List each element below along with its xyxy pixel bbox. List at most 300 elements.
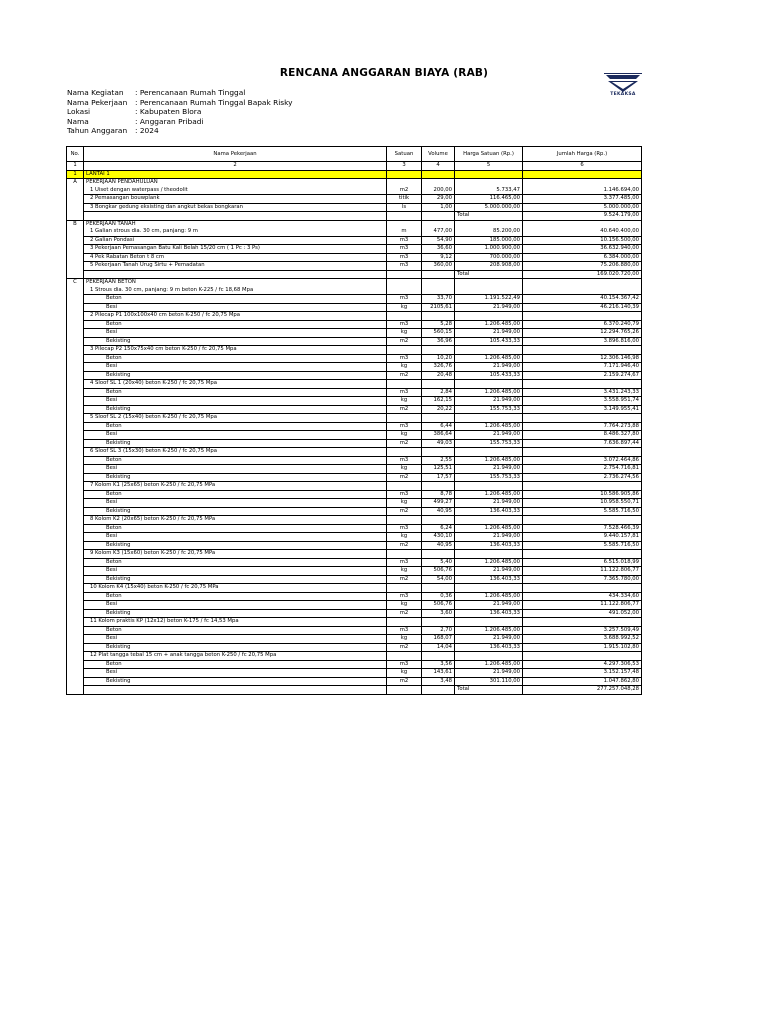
work-subitem-row [67, 677, 642, 686]
volume: 0,36 [422, 592, 455, 601]
work-item-row [67, 448, 642, 457]
satuan [387, 584, 422, 593]
harga-satuan: 1.191.522,49 [455, 295, 523, 304]
harga-satuan [455, 414, 523, 423]
jumlah-harga: 3.072.464,86 [523, 456, 642, 465]
colnum: 1 [67, 162, 84, 171]
satuan [387, 516, 422, 525]
work-subitem-row [67, 601, 642, 610]
colnum: 5 [455, 162, 523, 171]
work-subitem-row [67, 524, 642, 533]
cell-empty [67, 507, 84, 516]
harga-satuan [455, 550, 523, 559]
harga-satuan: 21.949,00 [455, 601, 523, 610]
volume: 33,70 [422, 295, 455, 304]
cell-empty [67, 473, 84, 482]
satuan: m2 [387, 575, 422, 584]
work-name: 1 Strous dia. 30 cm, panjang: 9 m beton K-225 / fc 18,68 Mpa [84, 287, 387, 295]
satuan: kg [387, 601, 422, 610]
jumlah-harga: 3.896.816,00 [523, 337, 642, 346]
info-row [67, 117, 293, 127]
jumlah-harga: 3.149.955,41 [523, 405, 642, 414]
work-item-row [67, 482, 642, 491]
harga-satuan: 136.403,33 [455, 507, 523, 516]
satuan: m2 [387, 473, 422, 482]
info-key: Nama Pekerjaan [67, 97, 128, 107]
cell-empty [67, 270, 84, 279]
harga-satuan [455, 312, 523, 321]
harga-satuan: 1.206.485,00 [455, 422, 523, 431]
cell-empty [387, 179, 422, 187]
work-name: 2 Pemasangan bouwplank [84, 195, 387, 204]
work-name: Beton [84, 295, 387, 304]
work-name: Besi [84, 329, 387, 338]
volume: 5,28 [422, 320, 455, 329]
work-subitem-row [67, 456, 642, 465]
volume [422, 448, 455, 457]
row-no: C [67, 279, 84, 287]
cell-empty [67, 567, 84, 576]
work-name: Bekisting [84, 643, 387, 652]
cell-empty [422, 179, 455, 187]
satuan [387, 346, 422, 355]
harga-satuan: 1.206.485,00 [455, 626, 523, 635]
harga-satuan: 21.949,00 [455, 669, 523, 678]
cell-empty [67, 550, 84, 559]
cell-empty [67, 312, 84, 321]
cell-empty [67, 380, 84, 389]
work-item-row [67, 346, 642, 355]
satuan: kg [387, 363, 422, 372]
jumlah-harga: 3.688.992,52 [523, 635, 642, 644]
volume: 1,00 [422, 203, 455, 212]
cell-empty [422, 220, 455, 228]
jumlah-harga: 6.370.240,79 [523, 320, 642, 329]
work-subitem-row [67, 609, 642, 618]
cell-empty [67, 439, 84, 448]
work-name: Beton [84, 490, 387, 499]
column-number-row [67, 162, 642, 171]
harga-satuan: 21.949,00 [455, 363, 523, 372]
satuan: m3 [387, 524, 422, 533]
info-row [67, 126, 293, 136]
jumlah-harga: 10.958.550,71 [523, 499, 642, 508]
cell-empty [67, 397, 84, 406]
satuan [387, 550, 422, 559]
satuan: m3 [387, 626, 422, 635]
harga-satuan: 21.949,00 [455, 533, 523, 542]
harga-satuan [455, 516, 523, 525]
work-name: Besi [84, 635, 387, 644]
volume [422, 346, 455, 355]
cell-empty [67, 516, 84, 525]
jumlah-harga: 491.052,00 [523, 609, 642, 618]
cell-empty [67, 320, 84, 329]
volume: 40,95 [422, 541, 455, 550]
volume: 54,90 [422, 236, 455, 245]
cell-empty [67, 245, 84, 254]
jumlah-harga [523, 312, 642, 321]
work-name: 2 Galian Pondasi [84, 236, 387, 245]
harga-satuan: 155.753,33 [455, 405, 523, 414]
cell-empty [67, 253, 84, 262]
work-subitem-row [67, 431, 642, 440]
satuan: kg [387, 499, 422, 508]
row-no: 1 [67, 170, 84, 179]
volume: 125,51 [422, 465, 455, 474]
volume [422, 312, 455, 321]
work-item-row [67, 414, 642, 423]
jumlah-harga [523, 482, 642, 491]
satuan: m2 [387, 439, 422, 448]
header-satuan: Satuan [387, 147, 422, 162]
section-name: PEKERJAAN BETON [84, 279, 387, 287]
work-subitem-row [67, 507, 642, 516]
volume: 54,00 [422, 575, 455, 584]
work-name: Beton [84, 524, 387, 533]
work-subitem-row [67, 422, 642, 431]
work-subitem-row [67, 669, 642, 678]
harga-satuan: 21.949,00 [455, 499, 523, 508]
cell-empty [67, 499, 84, 508]
total-label: Total [455, 270, 523, 279]
cell-empty [67, 524, 84, 533]
harga-satuan: 21.949,00 [455, 635, 523, 644]
section-row [67, 179, 642, 187]
info-row [67, 107, 293, 117]
satuan: m3 [387, 295, 422, 304]
harga-satuan [455, 652, 523, 661]
satuan: kg [387, 533, 422, 542]
harga-satuan: 155.753,33 [455, 473, 523, 482]
cell-empty [67, 618, 84, 627]
jumlah-harga: 6.515.018,99 [523, 558, 642, 567]
cell-empty [67, 329, 84, 338]
info-key: Nama [67, 116, 89, 126]
satuan: m3 [387, 354, 422, 363]
satuan: m3 [387, 558, 422, 567]
work-name: 3 Pilecap P2 150x75x40 cm beton K-250 / fc 20,75 Mpa [84, 346, 387, 355]
cell-empty [67, 236, 84, 245]
work-item-row [67, 195, 642, 204]
satuan: kg [387, 635, 422, 644]
volume [422, 584, 455, 593]
work-subitem-row [67, 405, 642, 414]
jumlah-harga: 7.764.273,88 [523, 422, 642, 431]
work-name: 3 Pekerjaan Pemasangan Batu Kali Belah 15/20 cm ( 1 Pc : 3 Ps) [84, 245, 387, 254]
satuan: m2 [387, 643, 422, 652]
total-value: 277.257.048,28 [523, 686, 642, 695]
cell-empty [523, 179, 642, 187]
total-label: Total [455, 686, 523, 695]
cell-empty [67, 448, 84, 457]
colnum: 2 [84, 162, 387, 171]
volume [422, 618, 455, 627]
work-name: Beton [84, 422, 387, 431]
section-name: LANTAI 1 [84, 170, 387, 179]
jumlah-harga [523, 550, 642, 559]
work-name: 4 Pek Rabatan Beton t 8 cm [84, 253, 387, 262]
cell-empty [67, 677, 84, 686]
cell-empty [455, 179, 523, 187]
volume: 3,48 [422, 677, 455, 686]
work-name: Bekisting [84, 371, 387, 380]
work-name: 2 Pilecap P1 100x100x40 cm beton K-250 / fc 20,75 Mpa [84, 312, 387, 321]
cell-empty [387, 686, 422, 695]
jumlah-harga: 2.736.274,56 [523, 473, 642, 482]
work-subitem-row [67, 567, 642, 576]
work-name: Bekisting [84, 405, 387, 414]
harga-satuan: 105.433,33 [455, 337, 523, 346]
work-name: Beton [84, 660, 387, 669]
work-subitem-row [67, 533, 642, 542]
satuan: m3 [387, 456, 422, 465]
harga-satuan: 155.753,33 [455, 439, 523, 448]
volume: 5,40 [422, 558, 455, 567]
volume: 36,96 [422, 337, 455, 346]
work-subitem-row [67, 575, 642, 584]
work-subitem-row [67, 558, 642, 567]
harga-satuan: 5.733,47 [455, 187, 523, 195]
satuan: kg [387, 431, 422, 440]
volume: 8,78 [422, 490, 455, 499]
jumlah-harga [523, 652, 642, 661]
satuan: kg [387, 397, 422, 406]
cell-empty [67, 431, 84, 440]
work-name: Beton [84, 592, 387, 601]
harga-satuan: 1.206.485,00 [455, 524, 523, 533]
work-name: Besi [84, 397, 387, 406]
harga-satuan: 1.206.485,00 [455, 490, 523, 499]
jumlah-harga [523, 516, 642, 525]
work-subitem-row [67, 371, 642, 380]
cell-empty [387, 220, 422, 228]
satuan [387, 482, 422, 491]
row-no: A [67, 179, 84, 187]
cell-empty [422, 270, 455, 279]
volume: 17,57 [422, 473, 455, 482]
work-name: 1 Galian strous dia. 30 cm, panjang: 9 m [84, 228, 387, 236]
work-name: Beton [84, 354, 387, 363]
cell-empty [67, 203, 84, 212]
jumlah-harga [523, 346, 642, 355]
work-name: Bekisting [84, 337, 387, 346]
cell-empty [67, 558, 84, 567]
harga-satuan [455, 448, 523, 457]
work-subitem-row [67, 329, 642, 338]
satuan: m3 [387, 660, 422, 669]
logo-text: TEKAKSA [610, 92, 636, 97]
work-name: Bekisting [84, 677, 387, 686]
work-name: Besi [84, 303, 387, 312]
cell-empty [67, 575, 84, 584]
harga-satuan: 136.403,33 [455, 575, 523, 584]
work-subitem-row [67, 337, 642, 346]
harga-satuan: 208.908,00 [455, 262, 523, 271]
volume: 506,76 [422, 567, 455, 576]
work-name: Besi [84, 431, 387, 440]
satuan [387, 652, 422, 661]
work-item-row [67, 652, 642, 661]
work-subitem-row [67, 320, 642, 329]
work-subitem-row [67, 295, 642, 304]
volume: 6,24 [422, 524, 455, 533]
satuan: ls [387, 203, 422, 212]
harga-satuan [455, 618, 523, 627]
cell-empty [422, 279, 455, 287]
work-name: Beton [84, 626, 387, 635]
volume: 477,00 [422, 228, 455, 236]
table-header [67, 147, 642, 162]
cell-empty [523, 220, 642, 228]
cell-empty [84, 270, 387, 279]
jumlah-harga: 9.440.157,81 [523, 533, 642, 542]
cell-empty [67, 660, 84, 669]
colnum: 3 [387, 162, 422, 171]
info-row [67, 88, 293, 98]
satuan [387, 287, 422, 295]
work-item-row [67, 618, 642, 627]
jumlah-harga: 1.146.694,00 [523, 187, 642, 195]
harga-satuan: 136.403,33 [455, 609, 523, 618]
cell-empty [67, 592, 84, 601]
info-value: : 2024 [135, 126, 159, 136]
volume [422, 482, 455, 491]
jumlah-harga: 7.171.946,40 [523, 363, 642, 372]
info-value: : Anggaran Pribadi [135, 116, 204, 126]
cell-empty [67, 465, 84, 474]
work-item-row [67, 187, 642, 195]
jumlah-harga: 7.636.897,44 [523, 439, 642, 448]
jumlah-harga: 6.384.000,00 [523, 253, 642, 262]
cell-empty [387, 212, 422, 221]
colnum: 4 [422, 162, 455, 171]
satuan: m3 [387, 236, 422, 245]
work-name: Beton [84, 320, 387, 329]
cell-empty [67, 609, 84, 618]
cell-empty [455, 170, 523, 179]
info-row [67, 98, 293, 108]
work-item-row [67, 312, 642, 321]
volume: 560,15 [422, 329, 455, 338]
work-name: Besi [84, 363, 387, 372]
jumlah-harga: 2.754.716,81 [523, 465, 642, 474]
info-value: : Perencanaan Rumah Tinggal [135, 88, 246, 97]
harga-satuan: 1.206.485,00 [455, 660, 523, 669]
volume [422, 414, 455, 423]
work-subitem-row [67, 660, 642, 669]
work-subitem-row [67, 363, 642, 372]
cell-empty [67, 287, 84, 295]
jumlah-harga [523, 380, 642, 389]
jumlah-harga: 10.156.500,00 [523, 236, 642, 245]
work-name: Besi [84, 465, 387, 474]
volume: 29,00 [422, 195, 455, 204]
jumlah-harga [523, 448, 642, 457]
jumlah-harga [523, 584, 642, 593]
harga-satuan: 5.000.000,00 [455, 203, 523, 212]
section-name: PEKERJAAN TANAH [84, 220, 387, 228]
volume: 14,04 [422, 643, 455, 652]
work-item-row [67, 550, 642, 559]
jumlah-harga: 11.122.806,77 [523, 601, 642, 610]
ship-logo-icon [598, 66, 648, 106]
volume: 3,56 [422, 660, 455, 669]
work-subitem-row [67, 592, 642, 601]
work-subitem-row [67, 465, 642, 474]
cell-empty [67, 354, 84, 363]
volume: 49,03 [422, 439, 455, 448]
jumlah-harga: 12.294.765,26 [523, 329, 642, 338]
cell-empty [387, 270, 422, 279]
rab-table [66, 146, 642, 695]
work-name: Bekisting [84, 507, 387, 516]
cell-empty [67, 635, 84, 644]
volume: 360,00 [422, 262, 455, 271]
satuan: m [387, 228, 422, 236]
cell-empty [67, 337, 84, 346]
cell-empty [67, 584, 84, 593]
work-name: Bekisting [84, 439, 387, 448]
jumlah-harga: 12.306.146,98 [523, 354, 642, 363]
harga-satuan: 185.000,00 [455, 236, 523, 245]
cell-empty [67, 626, 84, 635]
satuan: m2 [387, 405, 422, 414]
jumlah-harga: 75.206.880,00 [523, 262, 642, 271]
harga-satuan: 21.949,00 [455, 303, 523, 312]
satuan: m2 [387, 337, 422, 346]
total-value: 169.020.720,00 [523, 270, 642, 279]
work-subitem-row [67, 635, 642, 644]
work-item-row [67, 236, 642, 245]
volume: 3,60 [422, 609, 455, 618]
cell-empty [523, 279, 642, 287]
work-item-row [67, 584, 642, 593]
harga-satuan [455, 287, 523, 295]
harga-satuan: 700.000,00 [455, 253, 523, 262]
jumlah-harga: 4.297.306,53 [523, 660, 642, 669]
work-name: Bekisting [84, 473, 387, 482]
satuan: kg [387, 669, 422, 678]
cell-empty [67, 422, 84, 431]
work-subitem-row [67, 541, 642, 550]
volume: 2,70 [422, 626, 455, 635]
volume: 6,44 [422, 422, 455, 431]
volume: 2,55 [422, 456, 455, 465]
work-name: Besi [84, 601, 387, 610]
jumlah-harga: 7.365.780,00 [523, 575, 642, 584]
cell-empty [422, 170, 455, 179]
jumlah-harga [523, 414, 642, 423]
work-name: Besi [84, 533, 387, 542]
work-name: Besi [84, 669, 387, 678]
cell-empty [67, 533, 84, 542]
harga-satuan: 136.403,33 [455, 643, 523, 652]
cell-empty [67, 686, 84, 695]
jumlah-harga: 11.122.806,77 [523, 567, 642, 576]
satuan: m3 [387, 320, 422, 329]
header-nama-pekerjaan: Nama Pekerjaan [84, 147, 387, 162]
volume: 10,20 [422, 354, 455, 363]
jumlah-harga [523, 618, 642, 627]
jumlah-harga: 1.915.102,80 [523, 643, 642, 652]
work-name: 4 Sloof SL 1 (20x40) beton K-250 / fc 20,75 Mpa [84, 380, 387, 389]
cell-empty [67, 388, 84, 397]
section-name: PEKERJAAN PENDAHULUAN [84, 179, 387, 187]
cell-empty [387, 170, 422, 179]
info-key: Tahun Anggaran [67, 126, 128, 136]
work-name: Besi [84, 499, 387, 508]
